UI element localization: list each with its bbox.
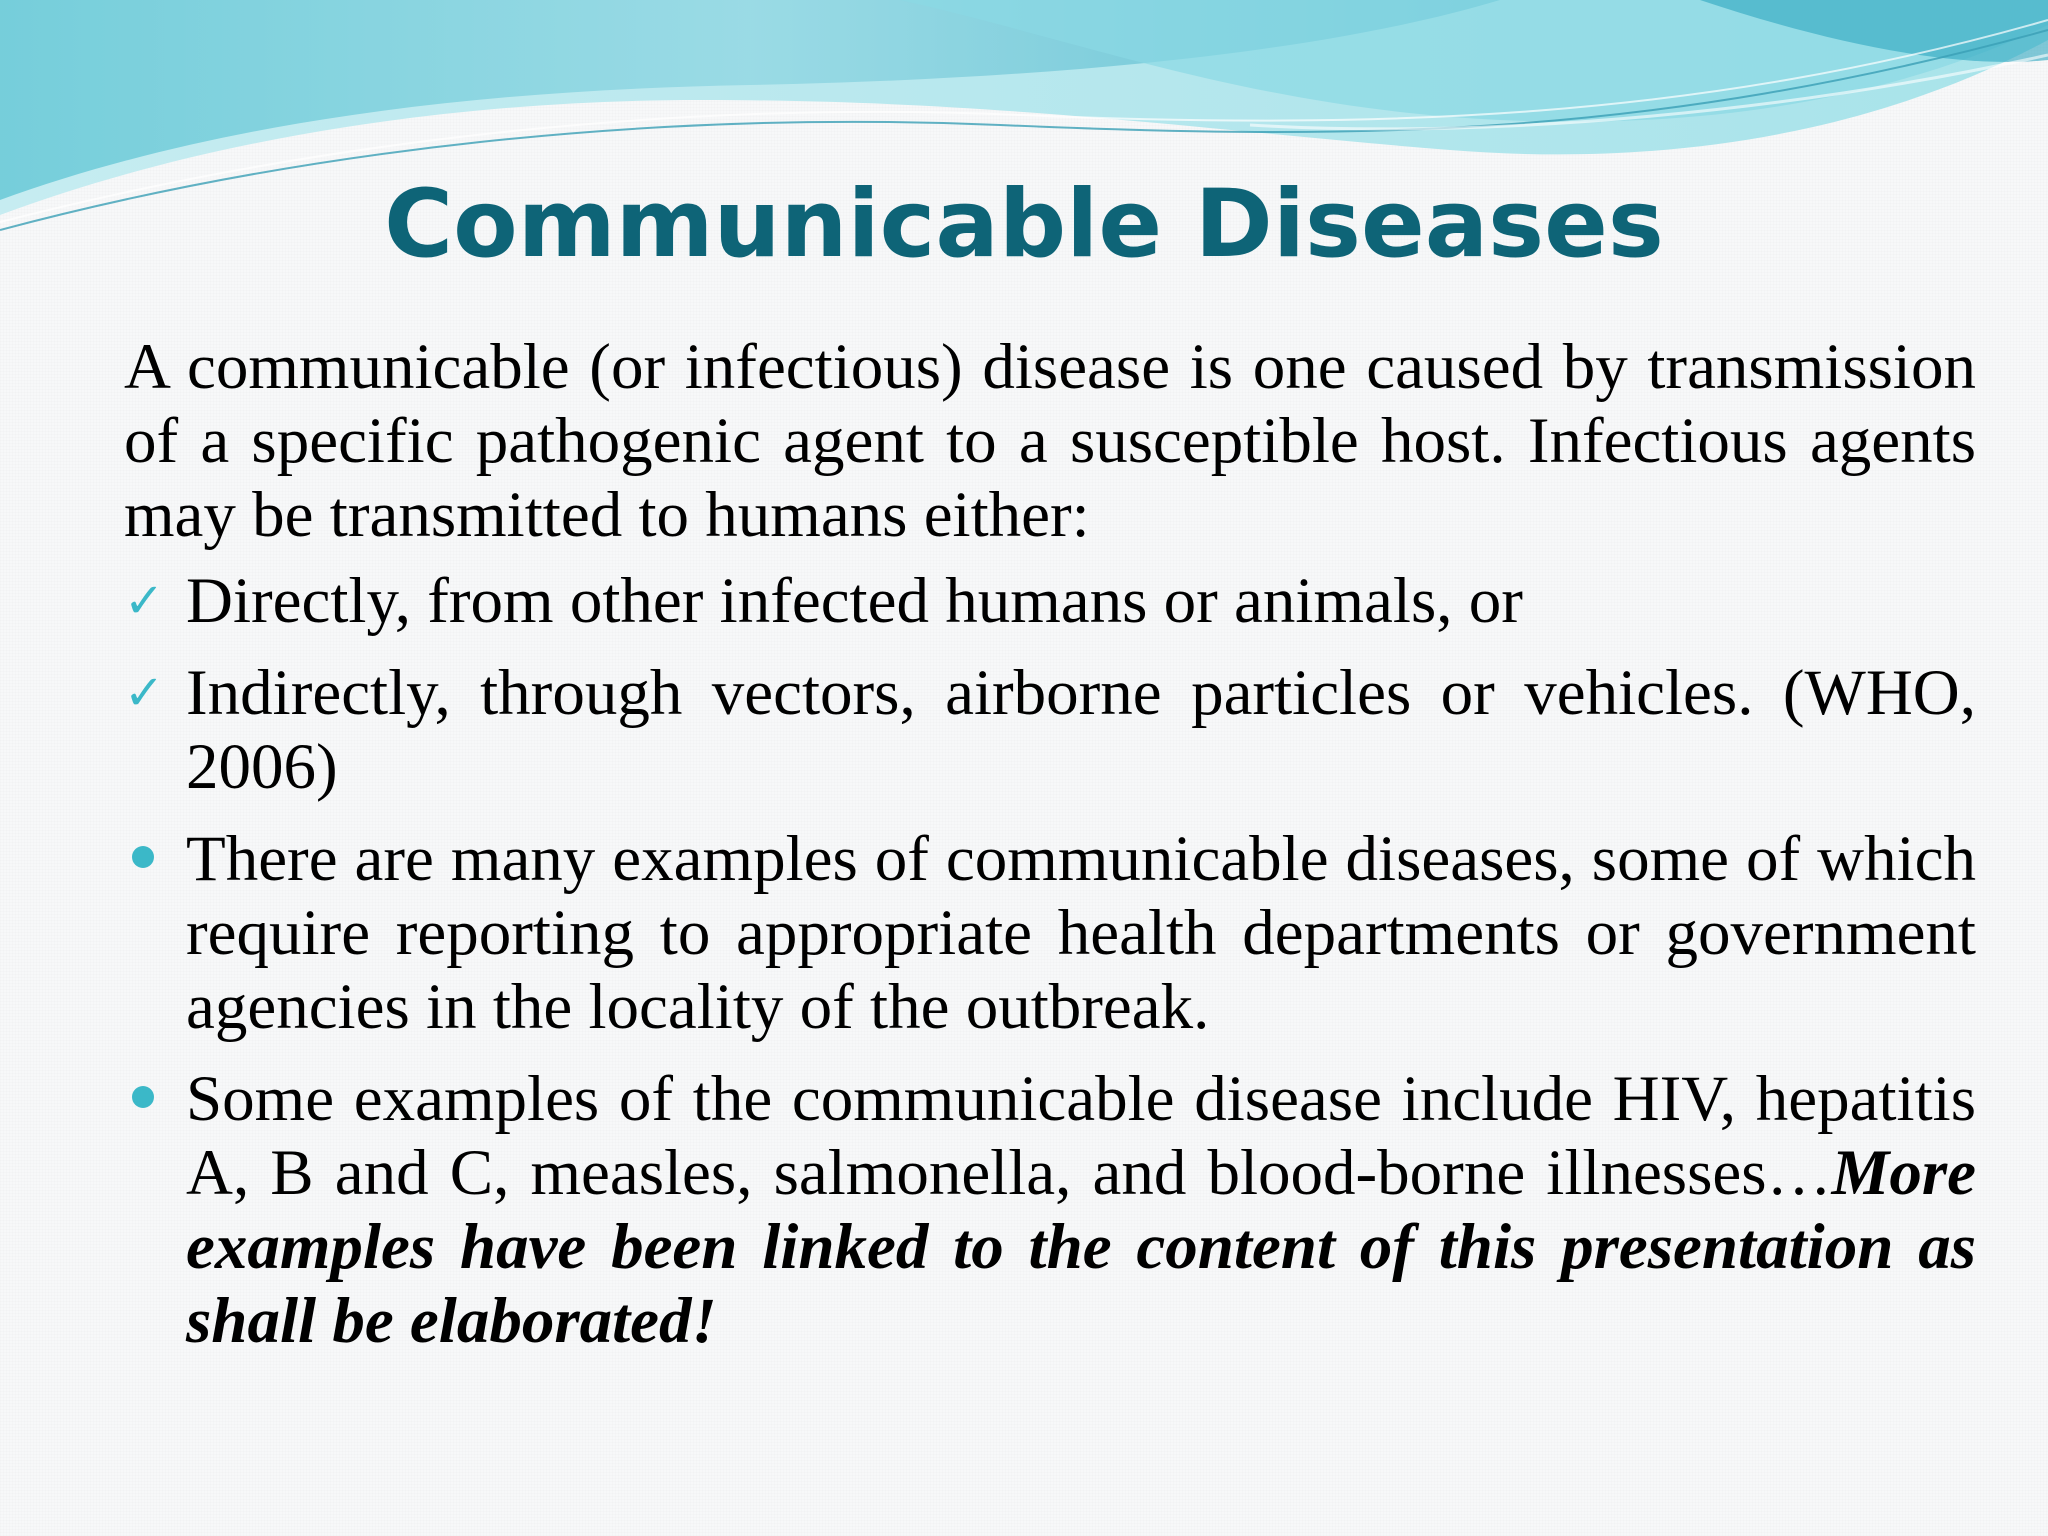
slide-title: Communicable Diseases [384, 170, 1664, 279]
round-bullet-icon [132, 1086, 154, 1108]
bullet-list-item [124, 822, 1976, 1044]
checkmark-icon: ✓ [124, 573, 165, 629]
round-bullet-icon [132, 846, 154, 868]
bullet-item-text: There are many examples of communicable diseases, some of which require reporting to appropriate health departments or government agencies in the locality of the outbreak. [186, 823, 1976, 1043]
check-list-item [124, 564, 1976, 638]
bullet-item-text: Some examples of the communicable disease include HIV, hepatitis A, B and C, measles, salmonella, and blood-borne illnesses… [186, 1063, 1976, 1209]
check-item-text: Indirectly, through vectors, airborne particles or vehicles. (WHO, 2006) [186, 657, 1976, 803]
emphasis-text: More examples have been linked to the content of this presentation as shall be elaborated! [186, 1137, 1976, 1357]
intro-paragraph: A communicable (or infectious) disease is one caused by transmission of a specific pathogenic agent to a susceptible host. Infectious agents may be transmitted to humans either: [124, 331, 1976, 551]
slide-body [124, 330, 1976, 1376]
check-item-text: Directly, from other infected humans or animals, or [186, 565, 1523, 637]
check-list-item [124, 656, 1976, 804]
checkmark-icon: ✓ [124, 665, 165, 721]
bullet-list-item [124, 1062, 1976, 1358]
